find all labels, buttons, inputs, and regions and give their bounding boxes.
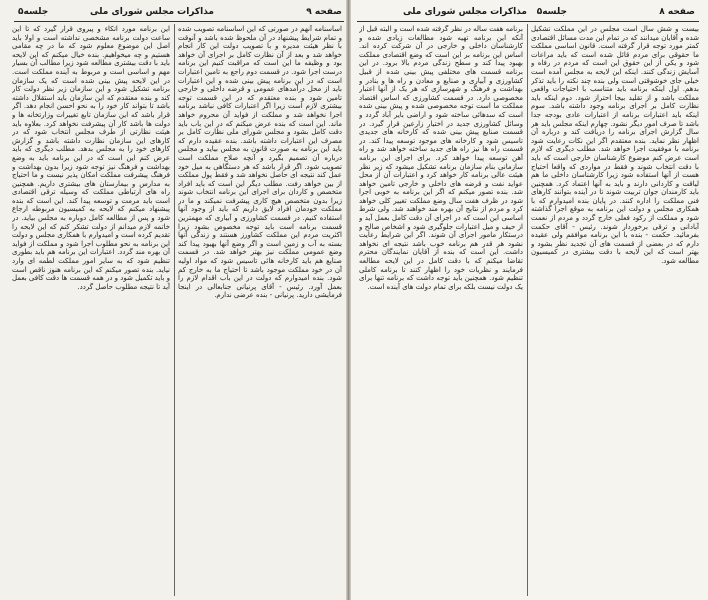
left-column-left-text: این برنامه مورد اتکاء و پیروی قرار گیرد که تا این ساعت دولت برنامه مشخصی نداشته است و اولا باید اصل این موضوع معلوم شود که ما در چه مقامی هستیم و چه میخواهیم. بنده خیال میکنم که این لایحه باید با دقت بیشتری مطالعه شود زیرا مطالب آن بسیار مهم و اساسی است و مربوط به آینده مملکت است. در این لایحه پیش بینی شده است که یک سازمان برنامه تشکیل شود و این سازمان زیر نظر دولت کار کند و بنده معتقدم که این سازمان باید استقلال داشته باشد تا بتواند کار خود را به نحو احسن انجام دهد. اگر قرار باشد که این سازمان تابع تغییرات وزارتخانه ها و دولت ها باشد کار آن پیشرفت نخواهد کرد. بعلاوه باید هیئت نظارتی از طرف مجلس انتخاب شود که در کارهای این سازمان نظارت داشته باشد و گزارش کارهای خود را به مجلس بدهد. مطلب دیگری که باید عرض کنم این است که در این برنامه باید به وضع بهداشت و فرهنگ نیز توجه شود زیرا بدون بهداشت و فرهنگ پیشرفت مملکت امکان پذیر نیست و ما احتیاج به مدارس و بیمارستان های بیشتری داریم. همچنین راه های ارتباطی مملکت که وسیله ترقی اقتصادی است باید مرمت و توسعه پیدا کند. این است که بنده پیشنهاد میکنم که لایحه به کمیسیون مربوطه ارجاع شود و پس از مطالعه کامل دوباره به مجلس بیاید. در خاتمه لازم میدانم از دولت تشکر کنم که این لایحه را تقدیم کرده است و امیدوارم با همکاری مجلس و دولت این برنامه به نحو مطلوب اجرا شود و مملکت از فواید آن بهره مند گردد. اعتبارات این برنامه هم باید بطوری تنظیم شود که به سایر امور مملکت لطمه ای وارد نیاید. بنده تصور میکنم که این برنامه هنوز ناقص است و باید تکمیل شود و در همه قسمت ها دقت کافی بعمل آید تا نتیجه مطلوب حاصل گردد. — [12, 25, 170, 291]
left-header-rule — [14, 21, 344, 22]
right-column-right-text: بیست و شش سال است مجلس در این مملکت تشکیل شده و آقایان میدانند که در تمام این مدت مسائل اقتصادی کمتر مورد توجه قرار گرفته است. قانون اساسی مملکت ما حقوقی برای مردم قائل شده است که باید مراعات شود و یکی از این حقوق این است که مردم در رفاه و آسایش زندگی کنند. اینکه این لایحه به مجلس آمده است خیلی جای خوشوقتی است ولی بنده چند نکته را باید تذکر بدهم. اول اینکه برنامه باید متناسب با احتیاجات واقعی مملکت باشد و از تقلید بیجا احتراز شود. دوم اینکه باید نظارت کامل بر اجرای برنامه وجود داشته باشد. سوم اینکه باید اعتبارات برنامه از اعتبارات عادی بودجه جدا باشد تا صرف امور دیگر نشود. چهارم اینکه مجلس باید هر سال گزارش اجرای برنامه را دریافت کند و درباره آن اظهار نظر نماید. بنده معتقدم اگر این نکات رعایت شود برنامه با موفقیت اجرا خواهد شد. مطلب دیگری که لازم است عرض کنم موضوع کارشناسان خارجی است که باید با دقت انتخاب شوند و فقط در مواردی که واقعا احتیاج هست از آنها استفاده شود زیرا کارشناسان داخلی ما هم لیاقت و کاردانی دارند و باید به آنها اعتماد کرد. همچنین باید کارمندان جوان تربیت شوند تا در آینده بتوانند کارهای فنی مملکت را اداره کنند. در پایان بنده امیدوارم که با همکاری مجلس و دولت این برنامه به موقع اجرا گذاشته شود و مملکت از رکود فعلی خارج گردد و مردم از نعمت آبادانی و ترقی برخوردار شوند. رئیس - آقای حکمت بفرمائید. حکمت - بنده با این برنامه موافقم ولی عقیده دارم که در بعضی از قسمت های آن تجدید نظر بشود و بهتر است که این لایحه با دقت بیشتری در کمیسیون مطالعه شود. — [531, 25, 699, 266]
right-header-rule — [357, 21, 699, 22]
left-page-title: مذاکرات مجلس شورای ملی — [89, 7, 214, 17]
left-column-right-text: اساسنامه آنهم در صورتی که این اساسنامه تصویب شده و تمام شرایط پیشنهاد در آن ملحوظ شده باشد و آنوقت با نظر هیئت مدیره و با تصویب دولت این کار انجام خواهد شد و بعد از آن نظارت کامل بر اجرای آن خواهد بود و وظیفه ما این است که مراقبت کنیم این برنامه درست اجرا شود. در قسمت دوم راجع به تامین اعتبارات است که در این برنامه پیش بینی شده و این اعتبارات باید از محل درآمدهای عمومی و قرضه داخلی و خارجی تامین شود و بنده معتقدم که در این قسمت توجه بیشتری لازم است زیرا اگر اعتبارات کافی نباشد برنامه اجرا نخواهد شد و مملکت از فواید آن محروم خواهد ماند. این است که بنده عرض میکنم که در این باب باید دقت کامل بشود و مجلس شورای ملی نظارت کامل بر مصرف این اعتبارات داشته باشد. بنده عقیده دارم که باید این برنامه به صورت قانون به مجلس بیاید و مجلس درباره آن تصمیم بگیرد و آنچه صلاح مملکت است تصویب شود. اگر قرار باشد که هر دستگاهی به میل خود عمل کند نتیجه ای حاصل نخواهد شد و فقط پول مملکت از بین خواهد رفت. مطلب دیگر این است که باید افراد متخصص و کاردان برای اجرای این برنامه انتخاب شوند زیرا بدون متخصص هیچ کاری پیشرفت نمیکند و ما در مملکت خودمان افراد لایق داریم که باید از وجود آنها استفاده کنیم. در قسمت کشاورزی و آبیاری که مهمترین قسمت برنامه است باید توجه مخصوص بشود زیرا اکثریت مردم این مملکت کشاورز هستند و زندگی آنها بسته به آب و زمین است و اگر وضع آنها بهبود پیدا کند وضع عمومی مملکت نیز بهتر خواهد شد. در قسمت صنایع هم باید کارخانه هائی تاسیس شود که مواد اولیه آن در خود مملکت موجود باشد تا احتیاج ما به خارج کم شود. بنده امیدوارم که دولت در این باب اقدام لازم را بعمل آورد. رئیس - آقای پرنیانی جنابعالی در اینجا فرمایشی دارید. پرنیانی - بنده عرضی ندارم. — [178, 25, 342, 300]
left-page-column-left — [12, 25, 170, 593]
right-column-left-text: برنامه هفت ساله در نظر گرفته شده است و البته قبل از آنکه این برنامه تهیه شود مطالعات زیادی شده و کارشناسان داخلی و خارجی در آن شرکت کرده اند. اساس این برنامه بر این است که وضع اقتصادی مملکت بهبود پیدا کند و سطح زندگی مردم بالا برود. در این برنامه قسمت های مختلفی پیش بینی شده از قبیل کشاورزی و آبیاری و صنایع و معادن و راه ها و بنادر و بهداشت و فرهنگ و شهرسازی که هر یک از آنها اعتبار مخصوصی دارد. در قسمت کشاورزی که اساس اقتصاد مملکت ما است توجه مخصوصی شده و پیش بینی شده است که سدهائی ساخته شود و اراضی بایر آباد گردد و وسائل کشاورزی جدید در اختیار زارعین قرار گیرد. در قسمت صنایع پیش بینی شده که کارخانه های جدیدی تاسیس شود و کارخانه های موجود توسعه پیدا کند. در قسمت راه ها نیز راه های جدید ساخته خواهد شد و راه آهن توسعه پیدا خواهد کرد. برای اجرای این برنامه سازمانی بنام سازمان برنامه تشکیل میشود که زیر نظر هیئت عالی برنامه کار خواهد کرد و اعتبارات آن از محل عواید نفت و قرضه های داخلی و خارجی تامین خواهد شد. بنده تصور میکنم که اگر این برنامه به خوبی اجرا شود در ظرف هفت سال وضع مملکت تغییر کلی خواهد کرد و مردم از نتایج آن بهره مند خواهند شد. ولی شرط اساسی این است که در اجرای آن دقت کامل بعمل آید و از حیف و میل اعتبارات جلوگیری شود و اشخاص صالح و درستکار مامور اجرای آن شوند. اگر این شرایط رعایت نشود هر قدر هم برنامه خوب باشد نتیجه ای نخواهد داشت. این است که بنده از آقایان نمایندگان محترم تقاضا میکنم که با دقت کامل در این لایحه مطالعه فرمایند و نظریات خود را اظهار کنند تا برنامه کاملی تنظیم شود. همچنین باید توجه داشت که برنامه تنها برای یک دولت نیست بلکه برای تمام دولت های آینده است. — [359, 25, 523, 291]
right-page-title: مذاکرات مجلس شورای ملی — [402, 7, 527, 17]
right-column-divider — [527, 24, 528, 596]
right-page-header — [357, 4, 697, 20]
left-page-number: صفحه ۹ — [306, 7, 342, 17]
right-page-number: صفحه ۸ — [659, 7, 695, 17]
left-page — [0, 0, 348, 600]
left-column-divider — [174, 24, 175, 596]
right-session-label: جلسه۵ — [536, 7, 567, 17]
left-session-label: جلسه۵ — [18, 7, 49, 17]
right-page-column-left — [359, 25, 523, 593]
left-page-header — [14, 4, 344, 20]
left-page-column-right — [178, 25, 342, 593]
right-page — [351, 0, 708, 600]
right-page-column-right — [531, 25, 699, 593]
